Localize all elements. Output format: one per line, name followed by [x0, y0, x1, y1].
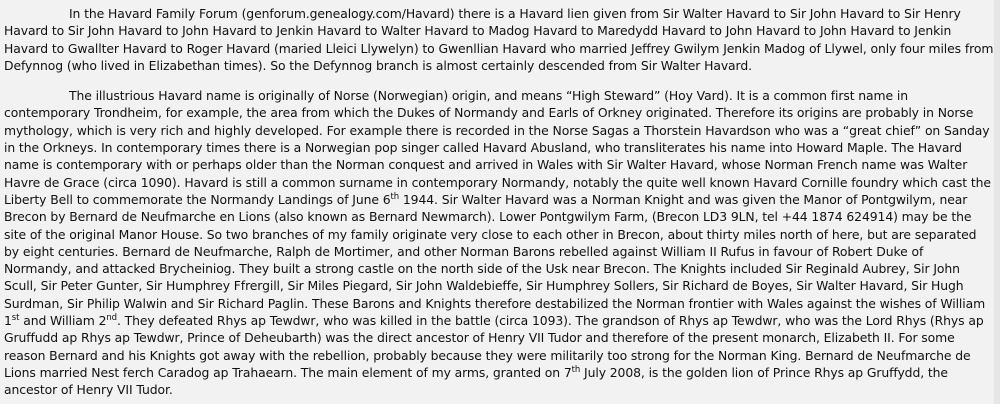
ordinal-suffix: nd	[106, 312, 117, 323]
paragraph-text: In the Havard Family Forum (genforum.genealogy.com/Havard) there is a Havard lien given from Sir Walter Havard to Sir John Havard to Sir Henry Havard to Sir John Havard to John Havard to Jenkin Havard to Walter Havard to Madog Havard to Maredydd Havard to John Havard to John Havard to Jenkin Havard to Gwallter Havard to Roger Havard (maried Lleici Llywelyn) to Gwenllian Havard who married Jeffrey Gwilym Jenkin Madog of Llywel, only four miles from Defynnog (who lived in Elizabethan times). So the Defynnog branch is almost certainly descended from Sir Walter Havard.	[4, 6, 994, 73]
paragraph-forum	[4, 5, 994, 74]
ordinal-suffix: st	[11, 312, 20, 323]
document-body	[4, 5, 994, 399]
paragraph-text: . They defeated Rhys ap Tewdwr, who was killed in the battle (circa 1093). The grandson of Rhys ap Tewdwr, who was the Lord Rhys (Rhys ap Gruffudd ap Rhys ap Tewdwr, Prince of Deheubarth) was the direct ancestor of Henry VII Tudor and therefore of the present monarch, Elizabeth II. For some reason Bernard and his Knights got away with the rebellion, probably because they were militarily too strong for the Norman King. Bernard de Neufmarche de Lions married Nest ferch Caradog ap Trahaearn. The main element of my arms, granted on 7	[4, 313, 984, 380]
paragraph-text: 1944. Sir Walter Havard was a Norman Knight and was given the Manor of Pontgwilym, near Brecon by Bernard de Neufmarche en Lions (also known as Bernard Newmarch). Lower Pontgwilym Farm, (Brecon LD3 9LN, tel +44 1874 624914) may be the site of the original Manor House. So two branches of my family originate very close to each other in Brecon, about thirty miles north of here, but are separated by eight centuries. Bernard de Neufmarche, Ralph de Mortimer, and other Norman Barons rebelled against William II Rufus in favour of Robert Duke of Normandy, and attacked Brycheiniog. They built a strong castle on the north side of the Usk near Brecon. The Knights included Sir Reginald Aubrey, Sir John Scull, Sir Peter Gunter, Sir Humphrey Ffrergill, Sir Miles Piegard, Sir John Waldebieffe, Sir Humphrey Sollers, Sir Richard de Boyes, Sir Walter Havard, Sir Hugh Surdman, Sir Philip Walwin and Sir Richard Paglin. These Barons and Knights therefore destabilized the Norman frontier with Wales against the wishes of William 1	[4, 191, 986, 329]
paragraph-text: July 2008, is the golden lion of Prince Rhys ap Gruffydd, the ancestor of Henry VII Tudor.	[4, 364, 948, 398]
vertical-scrollbar[interactable]	[994, 0, 1000, 404]
paragraph-origins	[4, 87, 994, 398]
ordinal-suffix: th	[571, 364, 581, 375]
ordinal-suffix: th	[390, 191, 400, 202]
paragraph-text: and William 2	[19, 313, 107, 329]
paragraph-text: The illustrious Havard name is originally of Norse (Norwegian) origin, and means “High Steward” (Hoy Vard). It is a common first name in contemporary Trondheim, for example, the area from which the Dukes of Normandy and Earls of Orkney originated. Therefore its origins are probably in Norse mythology, which is very rich and highly developed. For example there is recorded in the Norse Sagas a Thorstein Havardson who was a “great chief” on Sanday in the Orkneys. In contemporary times there is a Norwegian pop singer called Havard Abusland, who transliterates his name into Howard Maple. The Havard name is contemporary with or perhaps older than the Norman conquest and arrived in Wales with Sir Walter Havard, whose Norman French name was Walter Havre de Grace (circa 1090). Havard is still a common surname in contemporary Normandy, notably the quite well known Havard Cornille foundry which cast the Liberty Bell to commemorate the Normandy Landings of June 6	[4, 88, 991, 207]
